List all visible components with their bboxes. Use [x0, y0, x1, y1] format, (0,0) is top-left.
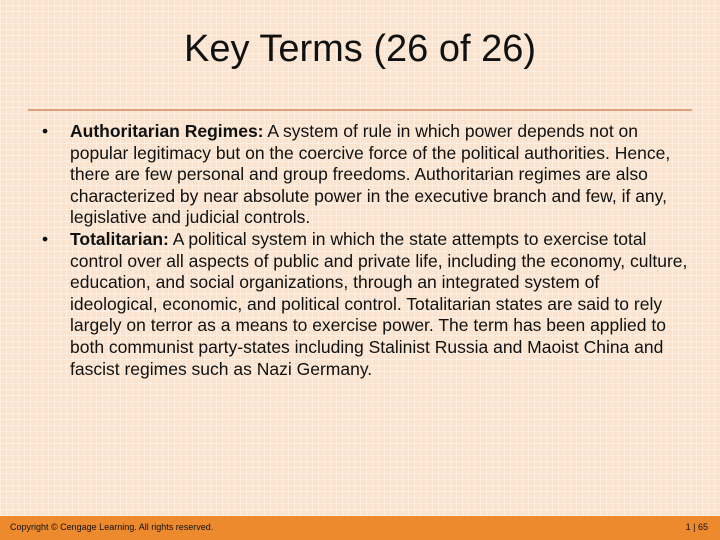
bullet-list — [28, 121, 688, 380]
bullet-dot: • — [42, 121, 49, 141]
term-authoritarian: Authoritarian Regimes: — [70, 121, 264, 141]
definition-authoritarian: A system of rule in which power depends not on popular legitimacy but on the coercive force of the political authorities. Hence, there are few personal and group freedoms. Authoritarian regimes are also characterized by near absolute power in the executive branch and few, if any, legislative and judicial controls. — [70, 121, 671, 228]
slide-title: Key Terms (26 of 26) — [183, 28, 536, 70]
title-divider — [28, 109, 692, 111]
bullet-item-totalitarian — [28, 229, 688, 380]
footer-bar — [0, 516, 720, 540]
term-totalitarian: Totalitarian: — [70, 228, 169, 249]
bullet-dot: • — [42, 228, 49, 249]
bullet-item-authoritarian — [28, 121, 688, 229]
copyright-text: Copyright © Cengage Learning. All rights reserved. — [10, 522, 214, 532]
page-number: 1 | 65 — [685, 522, 708, 532]
definition-totalitarian: A political system in which the state attempts to exercise total control over all aspects of public and private life, including the economy, culture, education, and social organizations, through an integrated system of ideological, economic, and political control. Totalitarian states are said to rely largely on terror as a means to exercise power. The term has been applied to both communist party-states including Stalinist Russia and Maoist China and fascist regimes such as Nazi Germany. — [70, 228, 688, 379]
